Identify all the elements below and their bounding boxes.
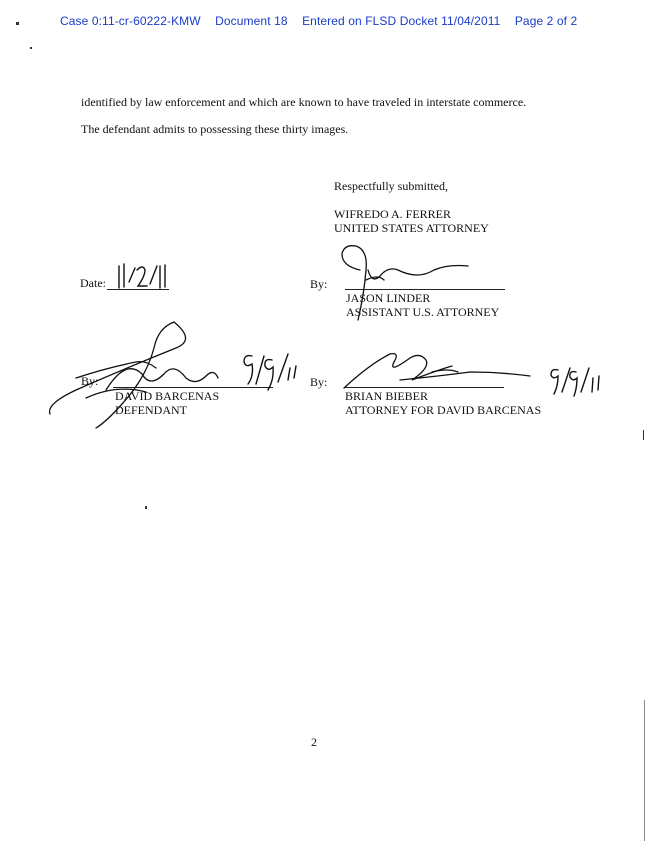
by-label-defendant: By: — [81, 374, 99, 388]
page-indicator: Page 2 of 2 — [514, 14, 578, 28]
case-number: Case 0:11-cr-60222-KMW — [60, 14, 201, 28]
us-attorney-title: UNITED STATES ATTORNEY — [334, 221, 489, 235]
defense-counsel-name: BRIAN BIEBER — [345, 389, 429, 403]
by-label-ausa: By: — [310, 277, 328, 291]
closing-text: Respectfully submitted, — [334, 179, 448, 193]
date-label: Date: — [80, 276, 106, 290]
document-number: Document 18 — [215, 14, 288, 28]
us-attorney-name: WIFREDO A. FERRER — [334, 207, 452, 221]
signature-brian-bieber — [340, 350, 540, 394]
handwritten-date-defendant — [240, 350, 300, 394]
defense-counsel-title: ATTORNEY FOR DAVID BARCENAS — [345, 403, 542, 417]
page-number: 2 — [311, 735, 317, 749]
handwritten-date — [115, 260, 175, 292]
docket-header — [60, 14, 588, 28]
scan-speck — [643, 430, 644, 440]
defendant-name: DAVID BARCENAS — [115, 389, 220, 403]
handwritten-date-defense-counsel — [548, 364, 604, 398]
ausa-title: ASSISTANT U.S. ATTORNEY — [346, 305, 500, 319]
scan-speck — [145, 506, 147, 509]
scan-speck — [16, 22, 19, 25]
docket-entry: Entered on FLSD Docket 11/04/2011 — [302, 14, 501, 28]
scan-speck — [30, 47, 32, 49]
scan-edge-line — [644, 700, 645, 841]
by-label-defense-counsel: By: — [310, 375, 328, 389]
body-paragraph-line: The defendant admits to possessing these thirty images. — [81, 122, 349, 136]
body-paragraph-line: identified by law enforcement and which are known to have traveled in interstate commerce. — [81, 95, 527, 109]
ausa-name: JASON LINDER — [346, 291, 431, 305]
defendant-title: DEFENDANT — [115, 403, 187, 417]
